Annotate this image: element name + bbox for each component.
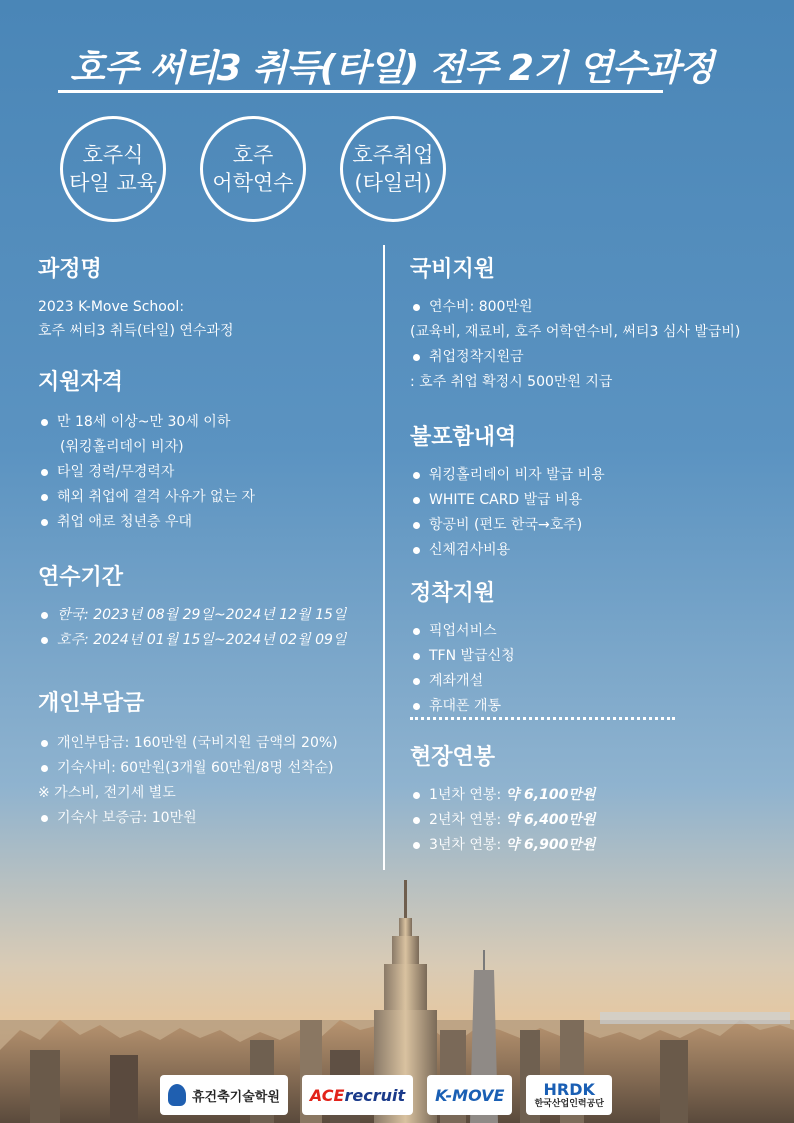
list-item: 개인부담금: 160만원 (국비지원 금액의 20%) bbox=[38, 731, 338, 756]
course-line: 2023 K-Move School: bbox=[38, 299, 185, 315]
list-item: (교육비, 재료비, 호주 어학연수비, 써티3 심사 발급비) bbox=[410, 324, 741, 340]
excluded-heading: 불포함내역 bbox=[410, 425, 517, 450]
circle-line: 호주 bbox=[232, 143, 274, 167]
course-line: 호주 써티3 취득(타일) 연수과정 bbox=[38, 323, 234, 339]
salary-value: 약 6,400만원 bbox=[505, 812, 596, 828]
list-item: 픽업서비스 bbox=[410, 619, 515, 644]
list-item: 취업정착지원금 bbox=[410, 345, 740, 370]
list-item: 워킹홀리데이 비자 발급 비용 bbox=[410, 463, 605, 488]
support-heading: 국비지원 bbox=[410, 257, 496, 282]
qualification-heading: 지원자격 bbox=[38, 370, 124, 395]
list-item: 연수비: 800만원 bbox=[410, 295, 740, 320]
ace-recruit-logo bbox=[302, 1075, 413, 1115]
hrdk-subtext: 한국산업인력공단 bbox=[534, 1098, 604, 1109]
list-item: 계좌개설 bbox=[410, 669, 515, 694]
support-section bbox=[410, 252, 740, 395]
circle-line: 타일 교육 bbox=[69, 171, 157, 195]
salary-label: 2년차 연봉: bbox=[429, 812, 506, 828]
settle-heading: 정착지원 bbox=[410, 581, 496, 606]
list-item: 만 18세 이상~만 30세 이하 bbox=[38, 410, 255, 435]
kmove-logo bbox=[427, 1075, 512, 1115]
list-item: 휴대폰 개통 bbox=[410, 694, 515, 719]
page-title: 호주 써티3 취득(타일) 전주 2기 연수과정 bbox=[70, 48, 714, 89]
circle-tile-education bbox=[60, 116, 166, 222]
circle-line: 호주식 bbox=[82, 143, 144, 167]
list-item: TFN 발급신청 bbox=[410, 644, 515, 669]
list-item: 해외 취업에 결격 사유가 없는 자 bbox=[38, 485, 255, 510]
salary-value: 약 6,900만원 bbox=[505, 837, 596, 853]
school-logo-text: 휴건축기술학원 bbox=[192, 1089, 280, 1105]
circle-line: 호주취업 bbox=[352, 143, 434, 167]
salary-item bbox=[410, 808, 595, 833]
school-logo bbox=[160, 1075, 288, 1115]
column-divider bbox=[383, 245, 385, 870]
ace-text: ACE bbox=[309, 1085, 345, 1105]
circle-employment bbox=[340, 116, 446, 222]
logo-bar bbox=[160, 1072, 612, 1118]
course-heading: 과정명 bbox=[38, 257, 102, 282]
list-item: 취업 애로 청년층 우대 bbox=[38, 510, 255, 535]
salary-item bbox=[410, 833, 595, 858]
salary-item bbox=[410, 783, 595, 808]
person-icon bbox=[168, 1084, 186, 1106]
list-item: 기숙사비: 60만원(3개월 60만원/8명 선착순) bbox=[38, 756, 338, 781]
hrdk-logo bbox=[526, 1075, 612, 1115]
period-section bbox=[38, 560, 346, 653]
list-item: WHITE CARD 발급 비용 bbox=[410, 488, 605, 513]
qualification-section bbox=[38, 365, 255, 535]
salary-value: 약 6,100만원 bbox=[505, 787, 596, 803]
period-heading: 연수기간 bbox=[38, 565, 124, 590]
list-item: ※ 가스비, 전기세 별도 bbox=[38, 785, 176, 801]
salary-label: 1년차 연봉: bbox=[429, 787, 506, 803]
salary-heading: 현장연봉 bbox=[410, 745, 496, 770]
kmove-text: K-MOVE bbox=[435, 1085, 505, 1105]
burden-heading: 개인부담금 bbox=[38, 691, 145, 716]
dotted-divider bbox=[410, 717, 675, 720]
title-underline bbox=[58, 90, 663, 93]
list-item: 신체검사비용 bbox=[410, 538, 605, 563]
list-item: 한국: 2023년 08월 29일~2024년 12월 15일 bbox=[38, 603, 346, 628]
list-item: (워킹홀리데이 비자) bbox=[60, 439, 184, 455]
list-item: 기숙사 보증금: 10만원 bbox=[38, 806, 338, 831]
salary-section bbox=[410, 740, 595, 858]
list-item: 호주: 2024년 01월 15일~2024년 02월 09일 bbox=[38, 628, 346, 653]
circle-line: 어학연수 bbox=[212, 171, 294, 195]
settle-section bbox=[410, 576, 515, 719]
circle-language-study bbox=[200, 116, 306, 222]
list-item: : 호주 취업 확정시 500만원 지급 bbox=[410, 374, 613, 390]
salary-label: 3년차 연봉: bbox=[429, 837, 506, 853]
burden-section bbox=[38, 686, 338, 831]
recruit-text: recruit bbox=[344, 1085, 406, 1105]
circle-line: (타일러) bbox=[354, 171, 432, 195]
list-item: 타일 경력/무경력자 bbox=[38, 460, 255, 485]
excluded-section bbox=[410, 420, 605, 563]
hrdk-text: HRDK bbox=[543, 1079, 595, 1099]
course-section bbox=[38, 252, 233, 343]
list-item: 항공비 (편도 한국→호주) bbox=[410, 513, 605, 538]
